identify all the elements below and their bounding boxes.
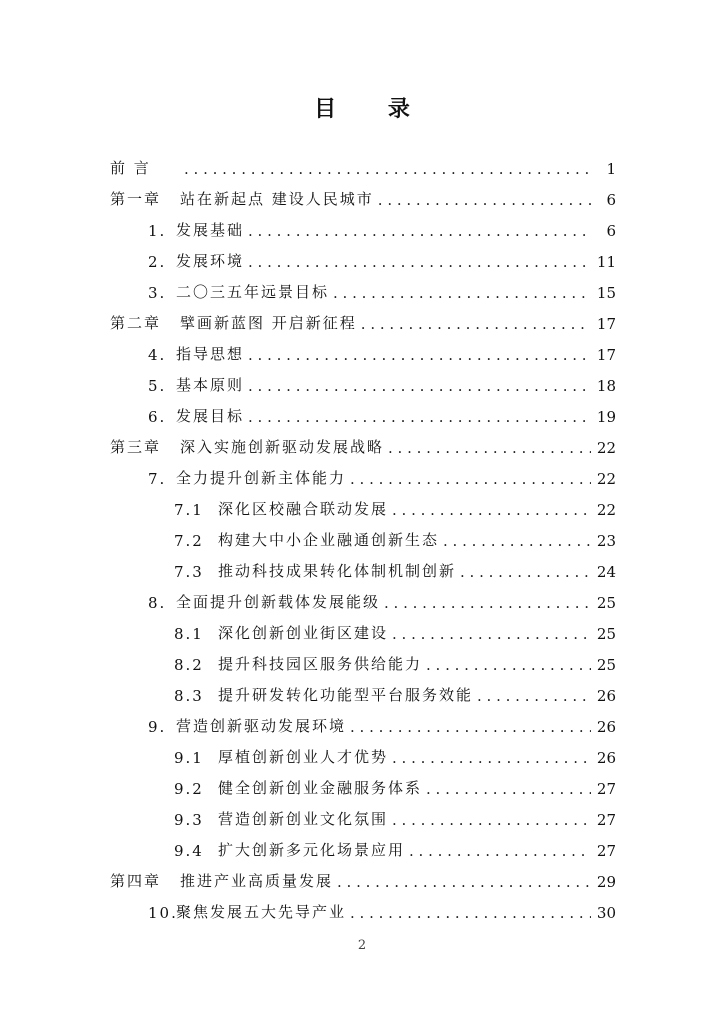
toc-entry-number: 2. xyxy=(148,253,167,271)
toc-entry-number: 7.2 xyxy=(174,532,204,550)
toc-entry-label: 提升科技园区服务供给能力 xyxy=(218,655,423,673)
toc-entry-number: 3. xyxy=(148,284,167,302)
toc-entry[interactable] xyxy=(110,178,616,209)
toc-entry-number: 9. xyxy=(148,718,167,736)
toc-entry-number: 10. xyxy=(148,904,178,922)
toc-leader-dots xyxy=(350,904,591,922)
toc-entry[interactable] xyxy=(110,395,616,426)
toc-leader-dots xyxy=(384,594,591,612)
toc-entry[interactable] xyxy=(110,271,616,302)
toc-entry[interactable] xyxy=(110,674,616,705)
toc-entry-number: 8.1 xyxy=(174,625,204,643)
toc-entry-label: 二〇三五年远景目标 xyxy=(176,283,330,301)
toc-entry[interactable] xyxy=(110,240,616,271)
toc-entry-page: 24 xyxy=(596,563,616,581)
toc-entry-number: 4. xyxy=(148,346,167,364)
toc-entry-label: 推动科技成果转化体制机制创新 xyxy=(218,562,457,580)
toc-entry[interactable] xyxy=(110,426,616,457)
toc-leader-dots xyxy=(460,563,591,581)
toc-entry[interactable] xyxy=(110,550,616,581)
toc-entry-label: 营造创新驱动发展环境 xyxy=(176,717,347,735)
toc-entry-number: 9.4 xyxy=(174,842,204,860)
toc-entry-page: 18 xyxy=(596,377,616,395)
toc-entry-number: 第二章 xyxy=(110,314,162,332)
toc-entry-number: 8.3 xyxy=(174,687,204,705)
toc-entry[interactable] xyxy=(110,302,616,333)
toc-entry-label: 厚植创新创业人才优势 xyxy=(218,748,389,766)
toc-leader-dots xyxy=(378,191,592,209)
toc-leader-dots xyxy=(248,222,592,240)
toc-entry[interactable] xyxy=(110,860,616,891)
toc-entry-number: 9.3 xyxy=(174,811,204,829)
toc-leader-dots xyxy=(350,718,591,736)
toc-entry-number: 8. xyxy=(148,594,167,612)
toc-leader-dots xyxy=(426,656,591,674)
toc-entry[interactable] xyxy=(110,209,616,240)
toc-entry-label: 基本原则 xyxy=(176,376,245,394)
toc-entry-label: 扩大创新多元化场景应用 xyxy=(218,841,406,859)
toc-entry-page: 25 xyxy=(596,625,616,643)
toc-leader-dots xyxy=(392,501,591,519)
toc-entry[interactable] xyxy=(110,333,616,364)
table-of-contents xyxy=(110,147,616,922)
toc-entry-label: 健全创新创业金融服务体系 xyxy=(218,779,423,797)
toc-leader-dots xyxy=(337,873,591,891)
toc-entry-label: 指导思想 xyxy=(176,345,245,363)
toc-leader-dots xyxy=(392,749,591,767)
toc-entry-number: 7.1 xyxy=(174,501,204,519)
toc-entry-page: 26 xyxy=(596,687,616,705)
toc-entry-number: 7. xyxy=(148,470,167,488)
toc-entry[interactable] xyxy=(110,891,616,922)
toc-entry-page: 25 xyxy=(596,656,616,674)
toc-leader-dots xyxy=(248,408,591,426)
toc-entry-page: 29 xyxy=(596,873,616,891)
toc-entry-page: 11 xyxy=(596,253,616,271)
toc-entry[interactable] xyxy=(110,829,616,860)
toc-entry-label: 聚焦发展五大先导产业 xyxy=(176,903,347,921)
toc-entry[interactable] xyxy=(110,581,616,612)
toc-entry-page: 22 xyxy=(596,439,616,457)
toc-entry-page: 22 xyxy=(596,470,616,488)
toc-entry[interactable] xyxy=(110,736,616,767)
toc-entry-label: 发展基础 xyxy=(176,221,245,239)
toc-entry[interactable] xyxy=(110,705,616,736)
toc-leader-dots xyxy=(388,439,591,457)
toc-entry-label: 擘画新蓝图 开启新征程 xyxy=(180,314,357,332)
toc-entry[interactable] xyxy=(110,519,616,550)
toc-leader-dots xyxy=(409,842,591,860)
toc-entry-label: 营造创新创业文化氛围 xyxy=(218,810,389,828)
toc-entry-label: 深化区校融合联动发展 xyxy=(218,500,389,518)
toc-leader-dots xyxy=(184,160,592,178)
page-title: 目 录 xyxy=(314,96,432,122)
toc-entry-label: 全力提升创新主体能力 xyxy=(176,469,347,487)
page-number: 2 xyxy=(357,938,367,953)
toc-leader-dots xyxy=(350,470,591,488)
toc-leader-dots xyxy=(426,780,591,798)
toc-entry[interactable] xyxy=(110,643,616,674)
toc-entry-number: 5. xyxy=(148,377,167,395)
toc-entry[interactable] xyxy=(110,612,616,643)
toc-entry-number: 9.1 xyxy=(174,749,204,767)
toc-entry-label: 站在新起点 建设人民城市 xyxy=(180,190,374,208)
toc-leader-dots xyxy=(477,687,591,705)
toc-entry-page: 6 xyxy=(606,222,616,240)
toc-entry-page: 15 xyxy=(596,284,616,302)
toc-entry-label: 深化创新创业街区建设 xyxy=(218,624,389,642)
toc-entry[interactable] xyxy=(110,798,616,829)
toc-entry[interactable] xyxy=(110,147,616,178)
toc-entry-page: 27 xyxy=(596,842,616,860)
toc-leader-dots xyxy=(248,253,591,271)
toc-entry-label: 全面提升创新载体发展能级 xyxy=(176,593,381,611)
toc-entry-number: 前 言 xyxy=(110,159,151,177)
toc-entry[interactable] xyxy=(110,457,616,488)
toc-leader-dots xyxy=(443,532,591,550)
toc-entry-number: 9.2 xyxy=(174,780,204,798)
toc-entry-number: 1. xyxy=(148,222,167,240)
toc-entry-number: 第三章 xyxy=(110,438,162,456)
toc-entry-page: 1 xyxy=(606,160,616,178)
toc-entry-label: 深入实施创新驱动发展战略 xyxy=(180,438,385,456)
toc-entry-page: 27 xyxy=(596,811,616,829)
toc-entry-page: 26 xyxy=(596,749,616,767)
toc-entry-label: 发展环境 xyxy=(176,252,245,270)
toc-entry-page: 27 xyxy=(596,780,616,798)
toc-entry-number: 8.2 xyxy=(174,656,204,674)
toc-entry-page: 17 xyxy=(596,315,616,333)
toc-entry-page: 17 xyxy=(596,346,616,364)
toc-leader-dots xyxy=(392,625,591,643)
toc-entry-number: 第一章 xyxy=(110,190,162,208)
toc-leader-dots xyxy=(392,811,591,829)
toc-entry[interactable] xyxy=(110,364,616,395)
toc-entry-page: 22 xyxy=(596,501,616,519)
toc-entry-label: 提升研发转化功能型平台服务效能 xyxy=(218,686,474,704)
toc-entry-page: 25 xyxy=(596,594,616,612)
toc-entry-page: 19 xyxy=(596,408,616,426)
toc-entry-number: 第四章 xyxy=(110,872,162,890)
toc-entry[interactable] xyxy=(110,488,616,519)
toc-entry-page: 26 xyxy=(596,718,616,736)
toc-entry-page: 6 xyxy=(606,191,616,209)
toc-entry[interactable] xyxy=(110,767,616,798)
toc-leader-dots xyxy=(333,284,591,302)
toc-entry-number: 7.3 xyxy=(174,563,204,581)
toc-entry-page: 30 xyxy=(596,904,616,922)
toc-leader-dots xyxy=(248,377,591,395)
toc-entry-label: 构建大中小企业融通创新生态 xyxy=(218,531,440,549)
toc-entry-number: 6. xyxy=(148,408,167,426)
toc-leader-dots xyxy=(361,315,591,333)
toc-leader-dots xyxy=(248,346,591,364)
toc-entry-page: 23 xyxy=(596,532,616,550)
toc-entry-label: 推进产业高质量发展 xyxy=(180,872,334,890)
toc-entry-label: 发展目标 xyxy=(176,407,245,425)
